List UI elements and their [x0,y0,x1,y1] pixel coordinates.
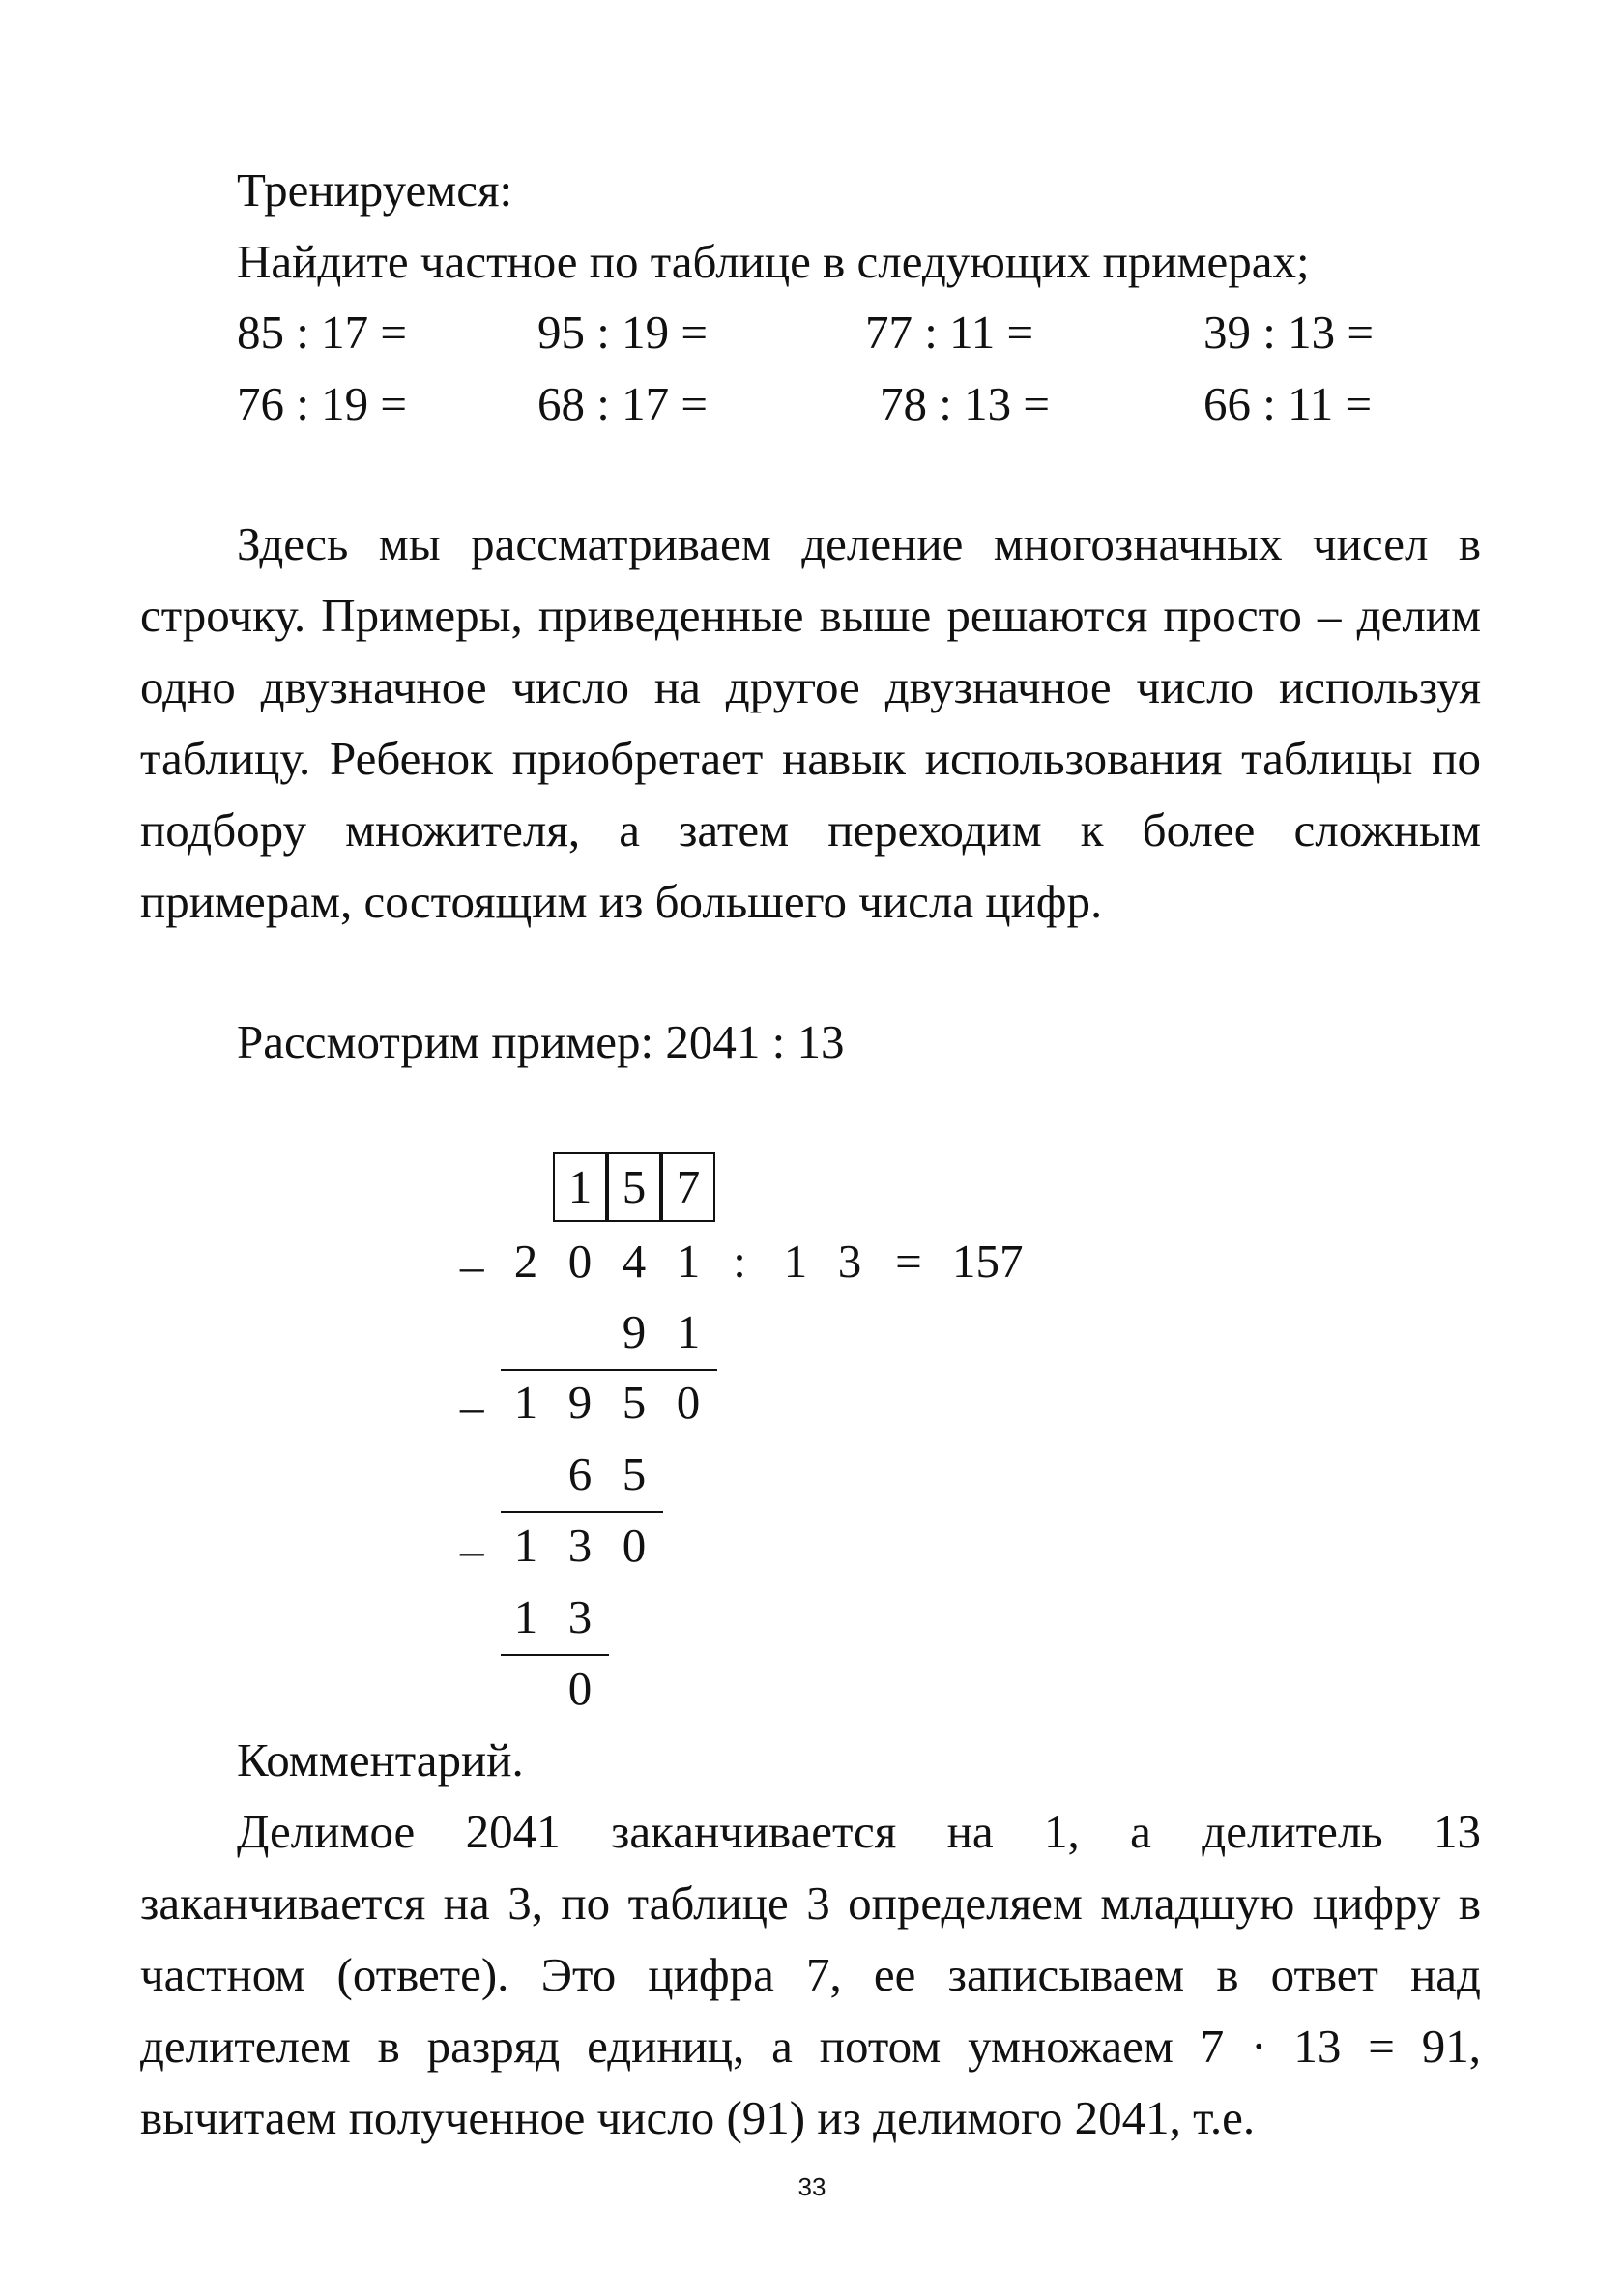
dividend-digit: 2 [513,1235,538,1288]
exercise: 68 : 17 = [537,377,708,430]
comment-heading: Комментарий. [237,1733,524,1787]
minus-sign: _ [460,1364,484,1417]
dividend-digit: 4 [622,1235,647,1288]
minus-sign: _ [460,1507,484,1560]
minus-sign: _ [460,1223,484,1276]
subtrahend-digit: 3 [567,1590,593,1643]
intro-paragraph-text: Здесь мы рассматриваем деление многозначных чисел в строчку. Примеры, приведенные выше решаются просто – делим одно двузначное число на другое двузначное число используя таблицу. Ребенок приобретает навык использования таблицы по подбору множителя, а затем переходим к более сложным примерам, состоящим из большего числа цифр. [140,517,1481,928]
comment-paragraph [140,1796,1481,2154]
exercise: 85 : 17 = [237,305,407,359]
subtrahend-digit: 5 [622,1447,647,1500]
divisor-digit: 3 [837,1235,862,1288]
quotient-digit-box: 1 [553,1152,607,1222]
remainder-digit: 1 [513,1519,538,1572]
training-heading: Тренируемся: [237,163,513,217]
exercise: 95 : 19 = [537,305,708,359]
subtrahend-digit: 1 [676,1305,701,1358]
exercise: 39 : 13 = [1204,305,1374,359]
example-title: Рассмотрим пример: 2041 : 13 [237,1015,845,1068]
intro-paragraph [140,509,1481,938]
subtrahend-digit: 9 [622,1305,647,1358]
exercise: 66 : 11 = [1204,377,1373,430]
dividend-digit: 1 [676,1235,701,1288]
remainder-digit: 9 [567,1376,593,1429]
training-instruction: Найдите частное по таблице в следующих примерах; [237,235,1310,288]
subtraction-line [501,1654,609,1656]
subtrahend-digit: 6 [567,1447,593,1500]
exercise: 78 : 13 = [880,377,1050,430]
division-result: 157 [952,1235,1024,1288]
subtraction-line [501,1369,717,1371]
remainder-digit: 5 [622,1376,647,1429]
exercise: 76 : 19 = [237,377,407,430]
dividend-digit: 0 [567,1235,593,1288]
remainder-digit: 3 [567,1519,593,1572]
final-remainder: 0 [567,1662,593,1715]
remainder-digit: 0 [676,1376,701,1429]
exercise: 77 : 11 = [865,305,1034,359]
divisor-digit: 1 [783,1235,808,1288]
quotient-digit-box: 7 [661,1152,715,1222]
remainder-digit: 1 [513,1376,538,1429]
subtraction-line [501,1511,663,1513]
remainder-digit: 0 [622,1519,647,1572]
equals-sign: = [895,1235,922,1288]
quotient-digit-box: 5 [607,1152,661,1222]
comment-paragraph-text: Делимое 2041 заканчивается на 1, а делитель 13 заканчивается на 3, по таблице 3 определяем младшую цифру в частном (ответе). Это цифра 7, ее записываем в ответ над делителем в разряд единиц, а потом умножаем 7 · 13 = 91, вычитаем полученное число (91) из делимого 2041, т.е. [140,1805,1481,2144]
page-number: 33 [798,2172,826,2201]
subtrahend-digit: 1 [513,1590,538,1643]
colon-sign: : [733,1235,746,1288]
